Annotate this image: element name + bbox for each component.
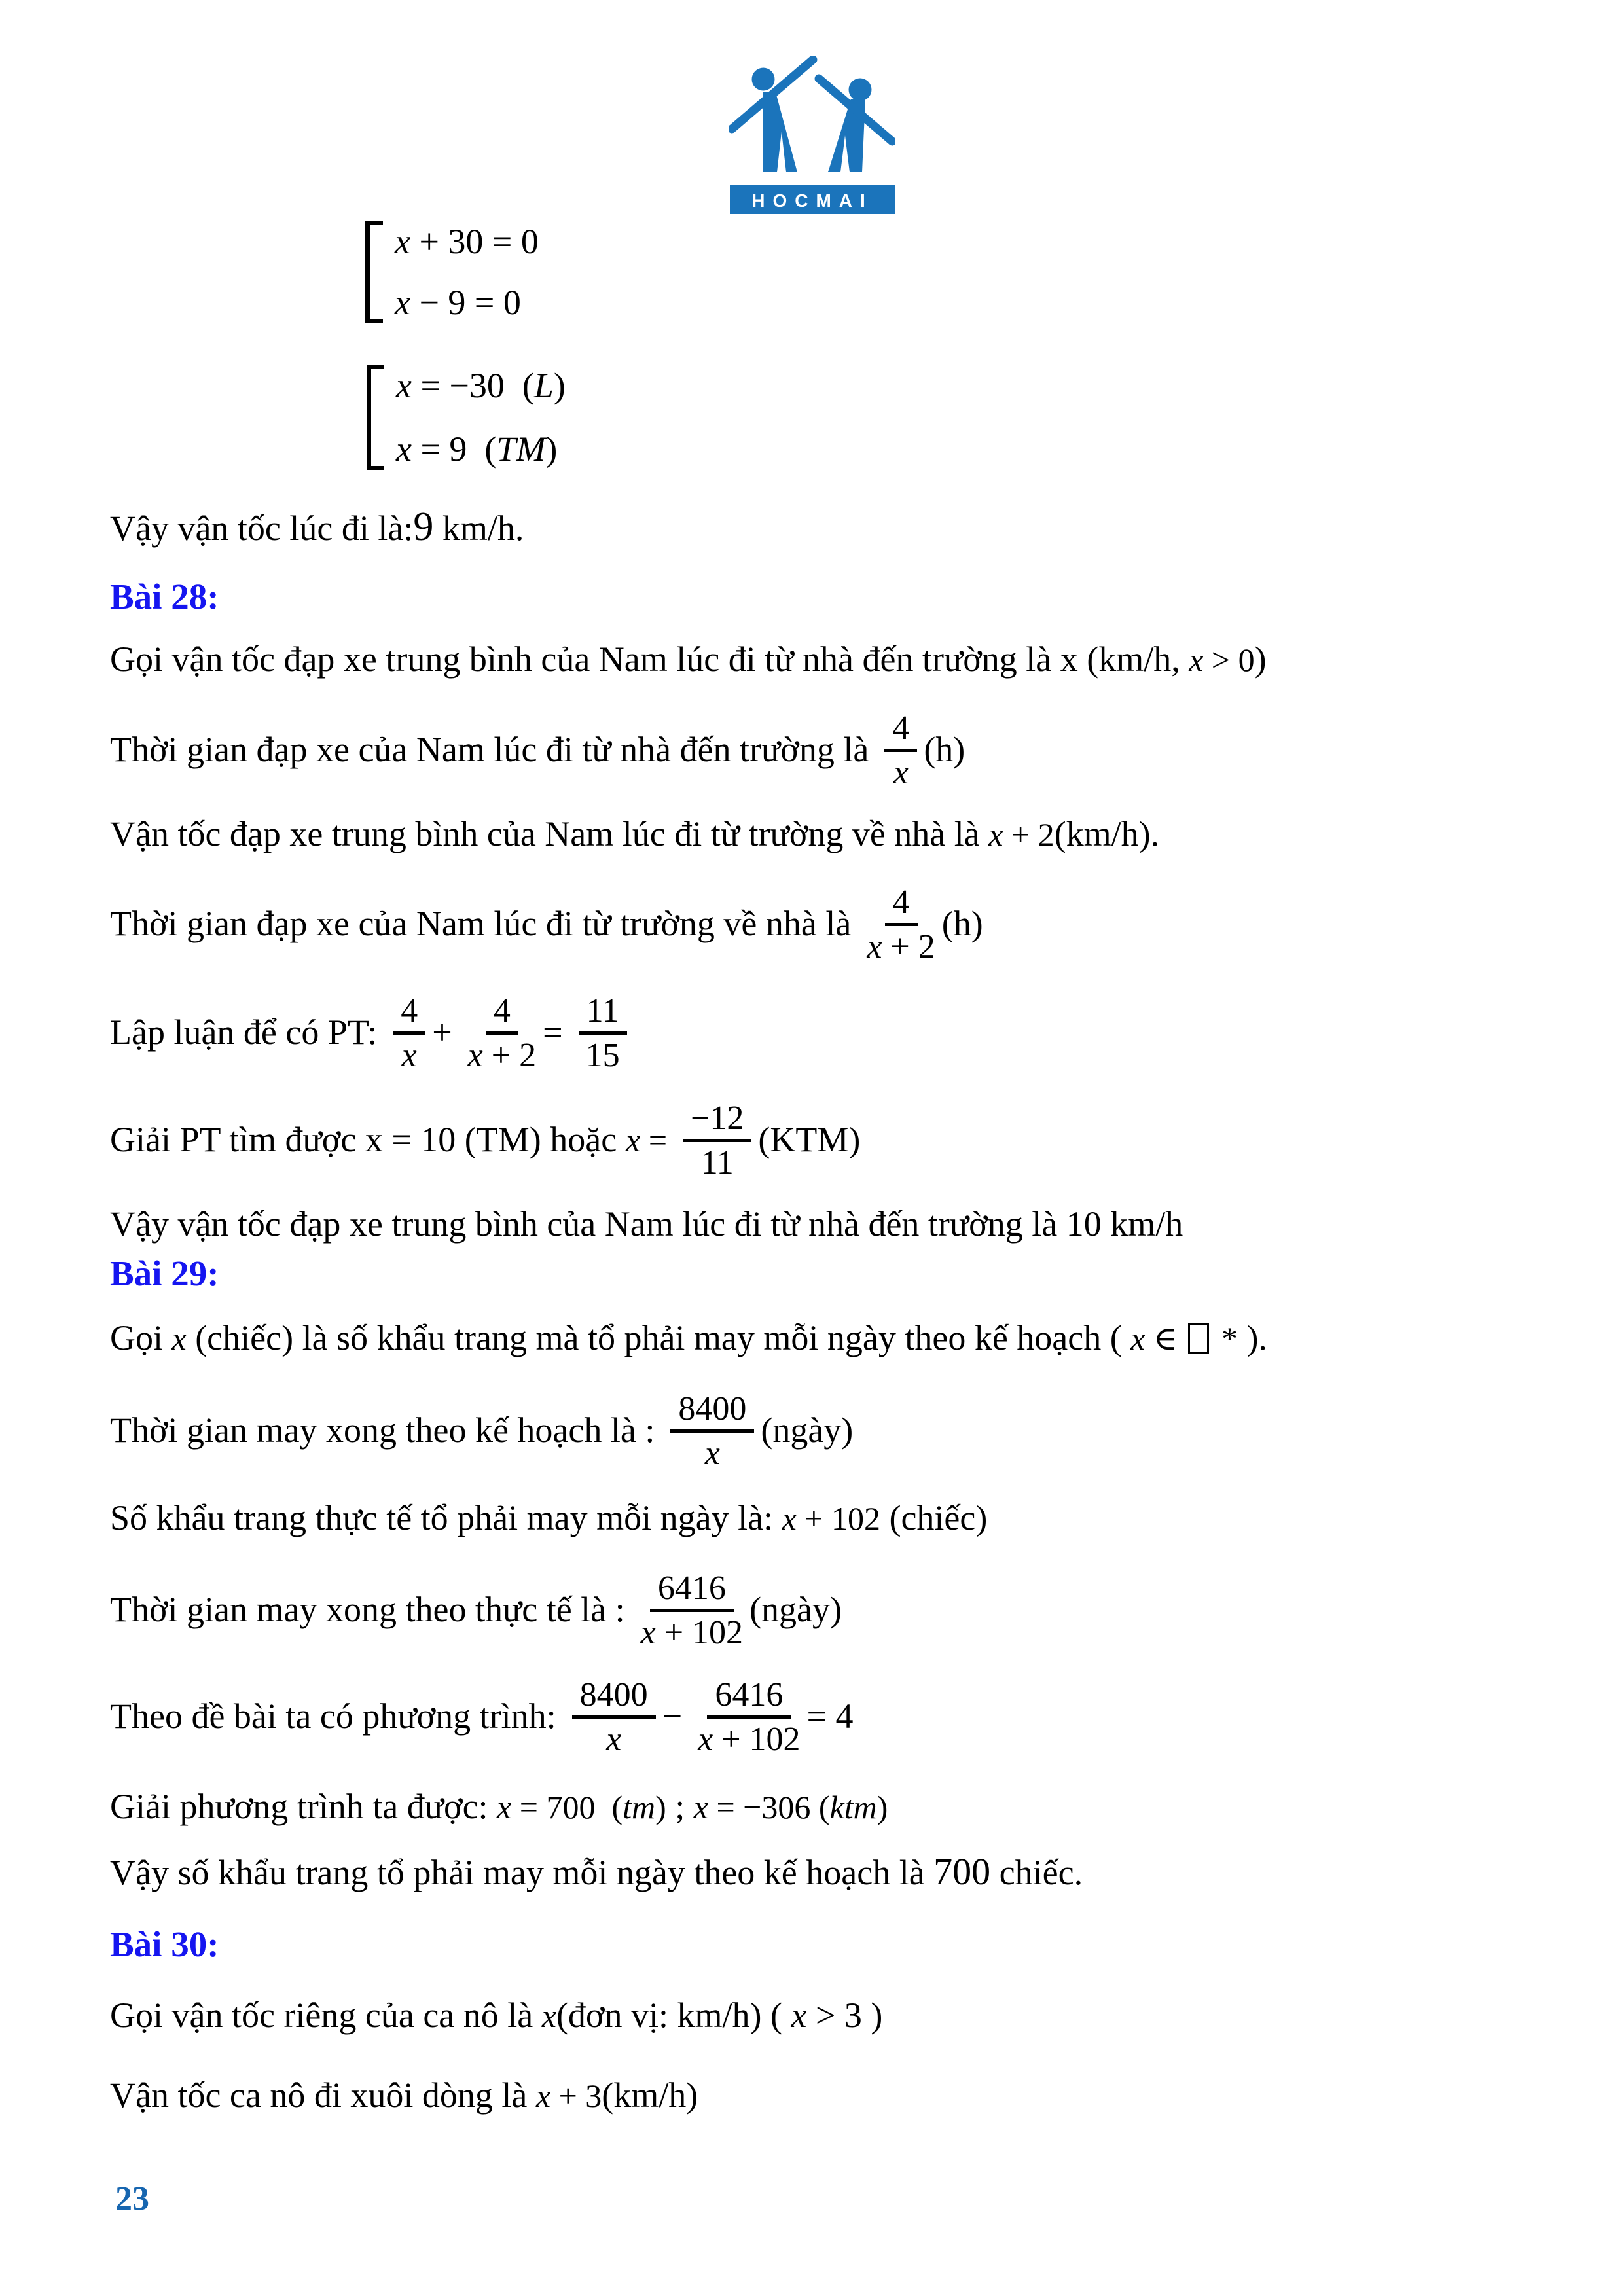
- solution-line: [110, 1100, 861, 1182]
- text: (h): [941, 904, 983, 944]
- text: Thời gian may xong theo kế hoạch là :: [110, 1410, 655, 1450]
- solution-line: [110, 2074, 698, 2117]
- text: Thời gian may xong theo thực tế là :: [110, 1590, 625, 1630]
- math-variable: x: [541, 1998, 556, 2034]
- text: ;: [666, 1787, 694, 1826]
- text: Số khẩu trang thực tế tổ phải may mỗi ngày là:: [110, 1498, 782, 1537]
- text: (chiếc) là số khẩu trang mà tổ phải may mỗi ngày theo kế hoạch (: [186, 1318, 1131, 1357]
- fraction-denominator: x: [893, 754, 909, 792]
- text: km/h.: [433, 509, 524, 548]
- left-bracket-icon: [367, 365, 384, 470]
- text: Giải phương trình ta được:: [110, 1787, 497, 1826]
- text: Theo đề bài ta có phương trình:: [110, 1696, 556, 1736]
- left-bracket-icon: [365, 221, 383, 323]
- text: chiếc.: [990, 1853, 1083, 1892]
- fraction: [467, 992, 537, 1075]
- math-expression: x + 102: [782, 1500, 880, 1537]
- solution-line: [110, 1849, 1083, 1895]
- fraction: [884, 709, 917, 792]
- fraction-numerator: 6416: [707, 1677, 791, 1719]
- fraction: [579, 992, 627, 1075]
- logo-text: HOCMAI: [751, 190, 873, 211]
- operator: +: [432, 1013, 452, 1052]
- text: (km/h).: [1054, 814, 1160, 853]
- equation-line: x + 30 = 0: [395, 222, 539, 261]
- operator: =: [543, 1013, 563, 1052]
- text: (KTM): [758, 1120, 861, 1160]
- text: Gọi vận tốc đạp xe trung bình của Nam lúc đi từ nhà đến trường là x (km/h,: [110, 639, 1189, 679]
- fraction-denominator: x: [704, 1435, 720, 1473]
- heading-bai-28: Bài 28:: [110, 577, 219, 617]
- fraction-denominator: x + 102: [698, 1721, 801, 1759]
- math-expression: x = −306 (ktm): [693, 1789, 888, 1825]
- equation-system-1: [365, 221, 539, 323]
- math-expression: x + 2: [988, 816, 1055, 853]
- fraction: [867, 884, 935, 966]
- text: (chiếc): [880, 1498, 988, 1537]
- equation-system-2: [367, 365, 566, 470]
- solution-line: [110, 1570, 842, 1652]
- fraction: [683, 1100, 751, 1182]
- solution-line: [110, 638, 1267, 681]
- fraction: [698, 1676, 801, 1759]
- equation-line: x = −30 (L): [396, 366, 566, 405]
- text: Lập luận để có PT:: [110, 1013, 378, 1052]
- fraction-denominator: 11: [700, 1144, 734, 1182]
- math-expression: x > 0: [1189, 641, 1255, 678]
- solution-line: [110, 813, 1159, 855]
- logo-figures: [729, 56, 895, 214]
- solution-line: [110, 1497, 987, 1539]
- equation-line: x − 9 = 0: [395, 282, 521, 322]
- fraction-numerator: 4: [486, 994, 518, 1035]
- operator: −: [662, 1696, 683, 1736]
- text: (đơn vị: km/h): [556, 1996, 770, 2035]
- text: Giải PT tìm được x = 10 (TM) hoặc: [110, 1120, 617, 1160]
- solution-line: [110, 709, 965, 792]
- solution-line: [110, 503, 524, 551]
- equation-line: x = 9 (TM): [396, 429, 558, 469]
- solution-line: [110, 992, 627, 1075]
- math-value: 700: [933, 1850, 991, 1893]
- fraction-denominator: x: [401, 1037, 417, 1075]
- text: Vận tốc đạp xe trung bình của Nam lúc đi từ trường về nhà là: [110, 814, 989, 853]
- solution-line: [110, 1390, 854, 1473]
- fraction: [670, 1390, 754, 1473]
- text: (ngày): [761, 1410, 854, 1450]
- fraction-denominator: x + 2: [467, 1037, 537, 1075]
- page-number: 23: [115, 2180, 149, 2217]
- solution-line: [110, 1317, 1267, 1359]
- fraction-denominator: 15: [585, 1037, 620, 1075]
- text: Thời gian đạp xe của Nam lúc đi từ nhà đến trường là: [110, 730, 869, 770]
- solution-line: [110, 1994, 882, 2037]
- fraction-numerator: 4: [885, 885, 918, 926]
- math-variable: x: [171, 1320, 187, 1357]
- left-person-head: [752, 68, 775, 91]
- solution-line: [110, 1676, 854, 1759]
- math-expression: ( x > 3 ): [770, 1996, 883, 2035]
- text: Gọi: [110, 1318, 172, 1357]
- fraction-numerator: 8400: [670, 1391, 754, 1433]
- text: ): [1254, 639, 1267, 679]
- fraction: [393, 992, 425, 1075]
- math-value: 9: [413, 505, 434, 549]
- fraction: [572, 1676, 656, 1759]
- operator: = 4: [806, 1696, 854, 1736]
- fraction-numerator: 6416: [650, 1571, 734, 1612]
- fraction-denominator: x + 2: [867, 928, 935, 966]
- right-person-head: [849, 79, 872, 101]
- text: Vận tốc ca nô đi xuôi dòng là: [110, 2075, 536, 2115]
- math-expression: x ∈ *: [1130, 1320, 1238, 1357]
- fraction-numerator: 4: [884, 711, 917, 752]
- hocmai-logo: [729, 56, 895, 214]
- text: Vậy số khẩu trang tổ phải may mỗi ngày theo kế hoạch là: [110, 1853, 934, 1892]
- notdef-glyph-box: [1188, 1323, 1209, 1354]
- heading-bai-29: Bài 29:: [110, 1253, 219, 1293]
- fraction-numerator: 8400: [572, 1677, 656, 1719]
- math-expression: x =: [626, 1121, 668, 1158]
- fraction-denominator: x: [606, 1721, 622, 1759]
- math-expression: x = 700 (tm): [497, 1789, 666, 1825]
- fraction-numerator: −12: [683, 1101, 751, 1142]
- fraction-denominator: x + 102: [640, 1614, 744, 1652]
- heading-bai-30: Bài 30:: [110, 1924, 219, 1964]
- math-expression: x + 3: [535, 2077, 602, 2114]
- text: ).: [1237, 1318, 1267, 1357]
- fraction-numerator: 11: [579, 994, 627, 1035]
- fraction-numerator: 4: [393, 994, 425, 1035]
- text: Vậy vận tốc lúc đi là:: [110, 509, 414, 548]
- text: (h): [924, 730, 965, 770]
- solution-line: [110, 1785, 888, 1828]
- text: Thời gian đạp xe của Nam lúc đi từ trường về nhà là: [110, 904, 852, 944]
- text: Gọi vận tốc riêng của ca nô là: [110, 1996, 542, 2035]
- text: (ngày): [749, 1590, 842, 1630]
- fraction: [640, 1570, 744, 1652]
- solution-line: [110, 884, 983, 966]
- solution-line: [110, 1203, 1183, 1246]
- text: Vậy vận tốc đạp xe trung bình của Nam lúc đi từ nhà đến trường là 10 km/h: [110, 1204, 1183, 1244]
- text: (km/h): [602, 2075, 698, 2115]
